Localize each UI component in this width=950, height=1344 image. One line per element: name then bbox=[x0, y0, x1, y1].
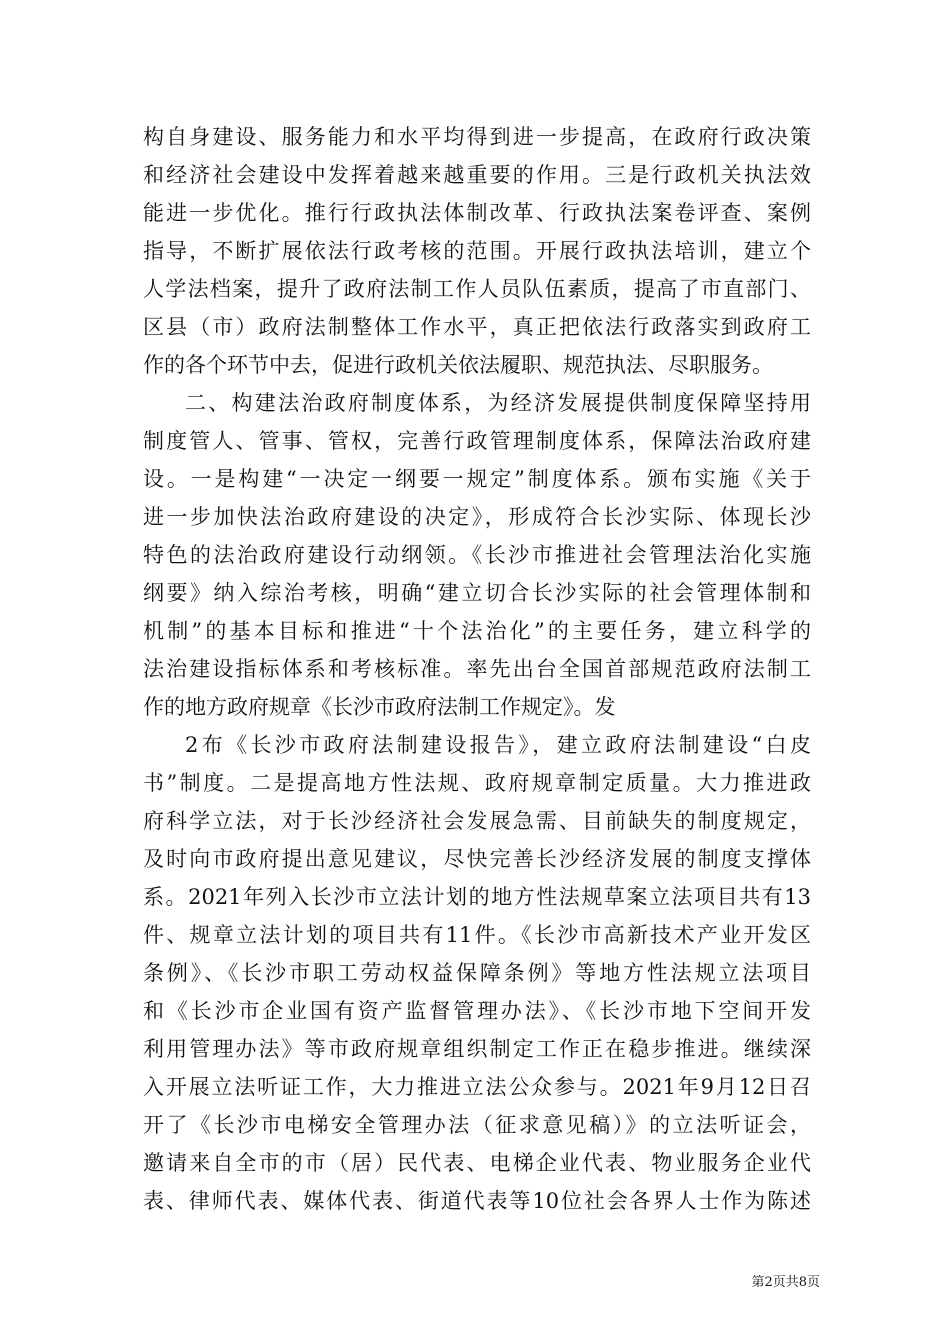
text-line-25: 利用管理办法》等市政府规章组织制定工作正在稳步推进。继续深 bbox=[143, 1037, 811, 1061]
text-line-9: 制度管人、管事、管权，完善行政管理制度体系，保障法治政府建 bbox=[143, 429, 811, 453]
body-text bbox=[143, 118, 811, 1220]
text-line-21: 系。2021年列入长沙市立法计划的地方性法规草案立法项目共有13 bbox=[143, 885, 811, 909]
text-line-19: 府科学立法，对于长沙经济社会发展急需、目前缺失的制度规定， bbox=[143, 809, 811, 833]
text-line-4: 指导，不断扩展依法行政考核的范围。开展行政执法培训，建立个 bbox=[143, 239, 811, 263]
text-line-7: 作的各个环节中去，促进行政机关依法履职、规范执法、尽职服务。 bbox=[143, 353, 773, 377]
text-line-5: 人学法档案，提升了政府法制工作人员队伍素质，提高了市直部门、 bbox=[143, 277, 811, 301]
text-line-16: 作的地方政府规章《长沙市政府法制工作规定》。发 bbox=[143, 695, 616, 719]
text-line-2: 和经济社会建设中发挥着越来越重要的作用。三是行政机关执法效 bbox=[143, 163, 811, 187]
text-line-3: 能进一步优化。推行行政执法体制改革、行政执法案卷评查、案例 bbox=[143, 201, 811, 225]
text-line-15: 法治建设指标体系和考核标准。率先出台全国首部规范政府法制工 bbox=[143, 657, 811, 681]
text-line-11: 进一步加快法治政府建设的决定》，形成符合长沙实际、体现长沙 bbox=[143, 505, 811, 529]
text-line-12: 特色的法治政府建设行动纲领。《长沙市推进社会管理法治化实施 bbox=[143, 543, 811, 567]
text-line-20: 及时向市政府提出意见建议，尽快完善长沙经济发展的制度支撑体 bbox=[143, 847, 811, 871]
text-line-6: 区县（市）政府法制整体工作水平，真正把依法行政落实到政府工 bbox=[143, 315, 811, 339]
text-line-13: 纲要》纳入综治考核，明确“建立切合长沙实际的社会管理体制和 bbox=[143, 581, 811, 605]
text-line-27: 开了《长沙市电梯安全管理办法（征求意见稿）》的立法听证会， bbox=[143, 1113, 811, 1137]
text-line-10: 设。一是构建“一决定一纲要一规定”制度体系。颁布实施《关于 bbox=[143, 467, 811, 491]
text-line-26: 入开展立法听证工作，大力推进立法公众参与。2021年9月12日召 bbox=[143, 1075, 811, 1099]
text-line-23: 条例》、《长沙市职工劳动权益保障条例》等地方性法规立法项目 bbox=[143, 961, 811, 985]
text-line-17: 2布《长沙市政府法制建设报告》，建立政府法制建设“白皮 bbox=[185, 733, 811, 757]
text-line-1: 构自身建设、服务能力和水平均得到进一步提高，在政府行政决策 bbox=[143, 125, 811, 149]
text-line-22: 件、规章立法计划的项目共有11件。《长沙市高新技术产业开发区 bbox=[143, 923, 811, 947]
text-line-29: 表、律师代表、媒体代表、街道代表等10位社会各界人士作为陈述 bbox=[143, 1189, 811, 1213]
page-number: 第2页共8页 bbox=[751, 1275, 820, 1290]
text-line-28: 邀请来自全市的市（居）民代表、电梯企业代表、物业服务企业代 bbox=[143, 1151, 811, 1175]
text-line-14: 机制”的基本目标和推进“十个法治化”的主要任务，建立科学的 bbox=[143, 619, 811, 643]
text-line-18: 书”制度。二是提高地方性法规、政府规章制定质量。大力推进政 bbox=[143, 771, 811, 795]
text-line-8: 二、构建法治政府制度体系，为经济发展提供制度保障坚持用 bbox=[185, 391, 811, 415]
text-line-24: 和《长沙市企业国有资产监督管理办法》、《长沙市地下空间开发 bbox=[143, 999, 811, 1023]
